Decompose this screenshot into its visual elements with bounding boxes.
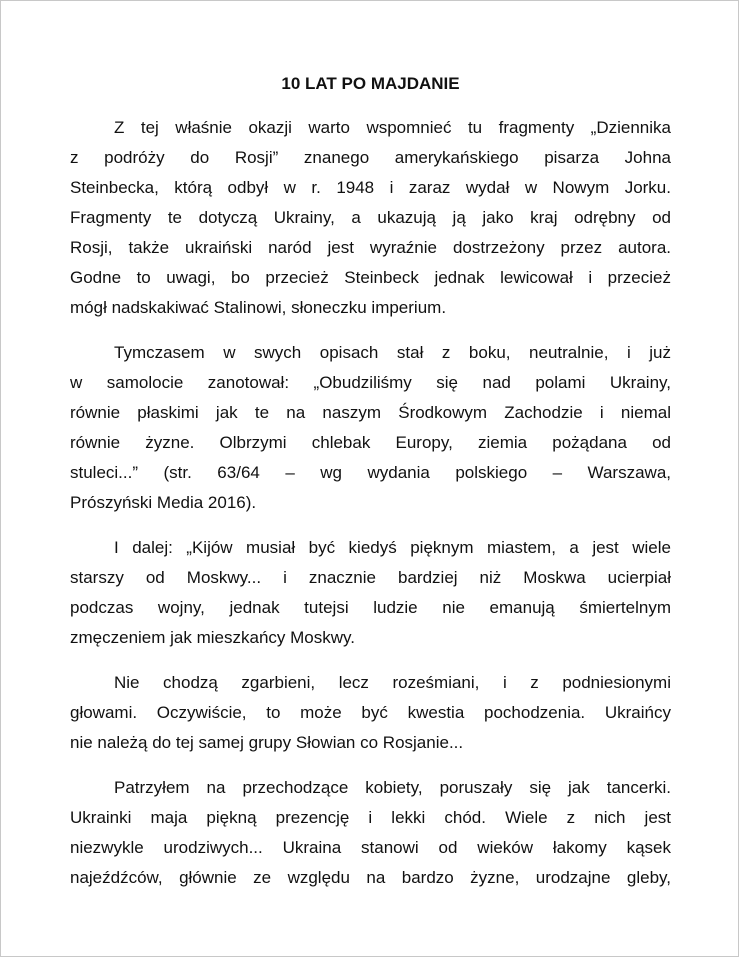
paragraph xyxy=(70,668,671,758)
text-line: nie należą do tej samej grupy Słowian co Rosjanie... xyxy=(70,733,464,752)
text-line: Tymczasem w swych opisach stał z boku, neutralnie, i już xyxy=(114,343,671,362)
text-line: niezwykle urodziwych... Ukraina stanowi od wieków łakomy kąsek xyxy=(70,838,671,857)
text-line: Nie chodzą zgarbieni, lecz roześmiani, i z podniesionymi xyxy=(114,673,671,692)
paragraph xyxy=(70,113,671,323)
paragraph xyxy=(70,533,671,653)
text-line: równie płaskimi jak te na naszym Środkowym Zachodzie i niemal xyxy=(70,403,671,422)
text-line: Rosji, także ukraiński naród jest wyraźnie dostrzeżony przez autora. xyxy=(70,238,671,257)
paragraph xyxy=(70,773,671,893)
text-line: starszy od Moskwy... i znacznie bardziej niż Moskwa ucierpiał xyxy=(70,568,671,587)
text-line: Prószyński Media 2016). xyxy=(70,493,257,512)
paragraph xyxy=(70,338,671,518)
text-line: najeźdźców, głównie ze względu na bardzo żyzne, urodzajne gleby, xyxy=(70,868,671,887)
text-line: Z tej właśnie okazji warto wspomnieć tu fragmenty „Dziennika xyxy=(114,118,671,137)
text-line: głowami. Oczywiście, to może być kwestia pochodzenia. Ukraińcy xyxy=(70,703,671,722)
text-line: Fragmenty te dotyczą Ukrainy, a ukazują ją jako kraj odrębny od xyxy=(70,208,671,227)
text-line: Godne to uwagi, bo przecież Steinbeck jednak lewicował i przecież xyxy=(70,268,671,287)
text-line: Steinbecka, którą odbył w r. 1948 i zaraz wydał w Nowym Jorku. xyxy=(70,178,671,197)
text-line: w samolocie zanotował: „Obudziliśmy się nad polami Ukrainy, xyxy=(70,373,671,392)
text-line: równie żyzne. Olbrzymi chlebak Europy, ziemia pożądana od xyxy=(70,433,671,452)
text-line: mógł nadskakiwać Stalinowi, słoneczku imperium. xyxy=(70,298,447,317)
text-line: podczas wojny, jednak tutejsi ludzie nie emanują śmiertelnym xyxy=(70,598,671,617)
text-line: Ukrainki maja piękną prezencję i lekki chód. Wiele z nich jest xyxy=(70,808,671,827)
text-line: z podróży do Rosji” znanego amerykańskiego pisarza Johna xyxy=(70,148,671,167)
text-line: Patrzyłem na przechodzące kobiety, poruszały się jak tancerki. xyxy=(114,778,671,797)
text-line: zmęczeniem jak mieszkańcy Moskwy. xyxy=(70,628,355,647)
page-title: 10 LAT PO MAJDANIE xyxy=(281,74,460,93)
text-line: I dalej: „Kijów musiał być kiedyś pięknym miastem, a jest wiele xyxy=(114,538,671,557)
text-line: stuleci...” (str. 63/64 – wg wydania polskiego – Warszawa, xyxy=(70,463,671,482)
document-body xyxy=(70,71,671,887)
